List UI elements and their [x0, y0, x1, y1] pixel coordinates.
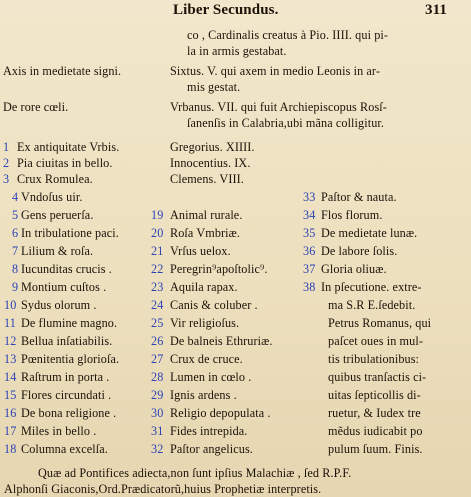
motto-number: 23 [151, 280, 164, 294]
motto-number: 7 [12, 244, 19, 258]
motto-text: Roſa Vmbriæ. [170, 226, 241, 240]
motto-text: Iucunditas crucis . [21, 262, 112, 276]
motto-number: 10 [4, 298, 17, 312]
pope-name: Innocentius. IX. [170, 156, 251, 171]
motto-number: 6 [12, 226, 19, 240]
motto-text: Columna excelſa. [21, 442, 108, 456]
motto-text: Gens peruerſa. [21, 208, 94, 222]
motto-text: De bona religione . [21, 406, 117, 420]
motto-text: Animal rurale. [170, 208, 243, 222]
entry-text: Sixtus. V. qui axem in medio Leonis in ar- [170, 64, 380, 78]
motto-text: Flores circundati . [21, 388, 112, 402]
motto-number: 20 [151, 226, 164, 240]
footer-line: Alphonſi Giaconis,Ord.Prædicatorũ,huius Prophetiæ interpretis. [4, 482, 322, 496]
motto-text: Raſtrum in porta . [21, 370, 110, 384]
motto-text: Bellua inſatiabilis. [21, 334, 113, 348]
motto-text: Peregrin⁹apoſtolic⁹. [170, 262, 268, 276]
motto-text: De flumine magno. [21, 316, 118, 330]
motto-number: 14 [4, 370, 17, 384]
motto-text: Crux Romulea. [17, 172, 93, 187]
motto-text: Vndoſus uir. [21, 190, 83, 204]
page-number: 311 [425, 2, 447, 18]
motto-text: Ignis ardens . [170, 388, 237, 402]
motto-number: 12 [4, 334, 17, 348]
motto-number: 2 [3, 156, 10, 171]
motto-number: 25 [151, 316, 164, 330]
motto-number: 21 [151, 244, 164, 258]
motto-text: Crux de cruce. [170, 352, 243, 366]
entry-text: ſanenſis in Calabria,ubi mãna colligitur. [187, 116, 385, 130]
motto-number: 5 [12, 208, 19, 222]
entry-text: mis gestat. [187, 80, 241, 94]
motto-text: Sydus olorum . [21, 298, 97, 312]
motto-text: Pœnitentia glorioſa. [21, 352, 120, 366]
motto-number: 11 [4, 316, 16, 330]
motto-number: 33 [303, 190, 316, 204]
motto-text: Fides intrepida. [170, 424, 248, 438]
prophecy-text: tis tribulationibus: [328, 352, 420, 366]
motto-number: 34 [303, 208, 316, 222]
motto-text: Vir religioſus. [170, 316, 240, 330]
motto-text: Religio depopulata . [170, 406, 271, 420]
motto-text: Montium cuſtos . [21, 280, 107, 294]
motto-number: 27 [151, 352, 164, 366]
motto-text: Ex antiquitate Vrbis. [17, 140, 120, 154]
motto-text: De medietate lunæ. [321, 226, 418, 240]
motto-number: 32 [151, 442, 164, 456]
motto-number: 30 [151, 406, 164, 420]
motto-text: Canis & coluber . [170, 298, 258, 312]
motto-number: 9 [12, 280, 19, 294]
prophecy-text: ma S.R E.ſedebit. [328, 298, 416, 312]
motto-number: 1 [3, 140, 10, 154]
motto-number: 38 [303, 280, 316, 294]
motto-number: 3 [3, 172, 10, 187]
motto-number: 28 [151, 370, 164, 384]
motto-number: 19 [151, 208, 164, 222]
motto-number: 13 [4, 352, 17, 366]
motto-number: 8 [12, 262, 19, 276]
motto-text: Paſtor & nauta. [321, 190, 397, 204]
motto-number: 22 [151, 262, 164, 276]
motto-number: 17 [4, 424, 17, 438]
prophecy-text: uitas ſepticollis di- [328, 388, 421, 402]
motto-text: De labore ſolis. [321, 244, 398, 258]
motto-text: Lumen in cœlo . [170, 370, 252, 384]
motto-text: In pſecutione. extre- [321, 280, 422, 294]
pope-name: Gregorius. XIIII. [170, 140, 255, 154]
motto-text: Gloria oliuæ. [321, 262, 387, 276]
intro-line: la in armis gestabat. [187, 44, 287, 58]
entry-motto: De rore cœli. [3, 100, 69, 114]
motto-text: Pia ciuitas in bello. [17, 156, 113, 171]
running-title: Liber Secundus. [173, 2, 279, 18]
motto-text: Paſtor angelicus. [170, 442, 253, 456]
motto-number: 15 [4, 388, 17, 402]
footer-line: Quæ ad Pontifices adiecta,non ſunt ipſius Malachiæ , ſed R.P.F. [38, 466, 352, 480]
motto-number: 36 [303, 244, 316, 258]
intro-line: co , Cardinalis creatus à Pio. IIII. qui pi- [187, 28, 389, 42]
prophecy-text: ruetur, & Iudex tre [328, 406, 421, 420]
prophecy-text: mẽdus iudicabit po [328, 424, 423, 438]
motto-text: Flos florum. [321, 208, 383, 222]
motto-number: 4 [12, 190, 19, 204]
motto-text: De balneis Ethruriæ. [170, 334, 273, 348]
prophecy-text: Petrus Romanus, qui [328, 316, 432, 330]
motto-text: Aquila rapax. [170, 280, 238, 294]
prophecy-text: quibus tranſactis ci- [328, 370, 427, 384]
entry-text: Vrbanus. VII. qui fuit Archiepiscopus Rosſ- [170, 100, 387, 114]
motto-number: 29 [151, 388, 164, 402]
motto-text: In tribulatione paci. [21, 226, 119, 240]
prophecy-text: paſcet oues in mul- [328, 334, 423, 348]
entry-motto: Axis in medietate signi. [3, 64, 122, 78]
motto-number: 37 [303, 262, 316, 276]
prophecy-text: pulum ſuum. Finis. [328, 442, 423, 456]
motto-text: Miles in bello . [21, 424, 97, 438]
motto-number: 35 [303, 226, 316, 240]
motto-number: 26 [151, 334, 164, 348]
motto-number: 18 [4, 442, 17, 456]
motto-number: 24 [151, 298, 164, 312]
motto-text: Lilium & roſa. [21, 244, 94, 258]
motto-text: Vrſus uelox. [170, 244, 231, 258]
motto-number: 31 [151, 424, 164, 438]
pope-name: Clemens. VIII. [170, 172, 244, 187]
motto-number: 16 [4, 406, 17, 420]
